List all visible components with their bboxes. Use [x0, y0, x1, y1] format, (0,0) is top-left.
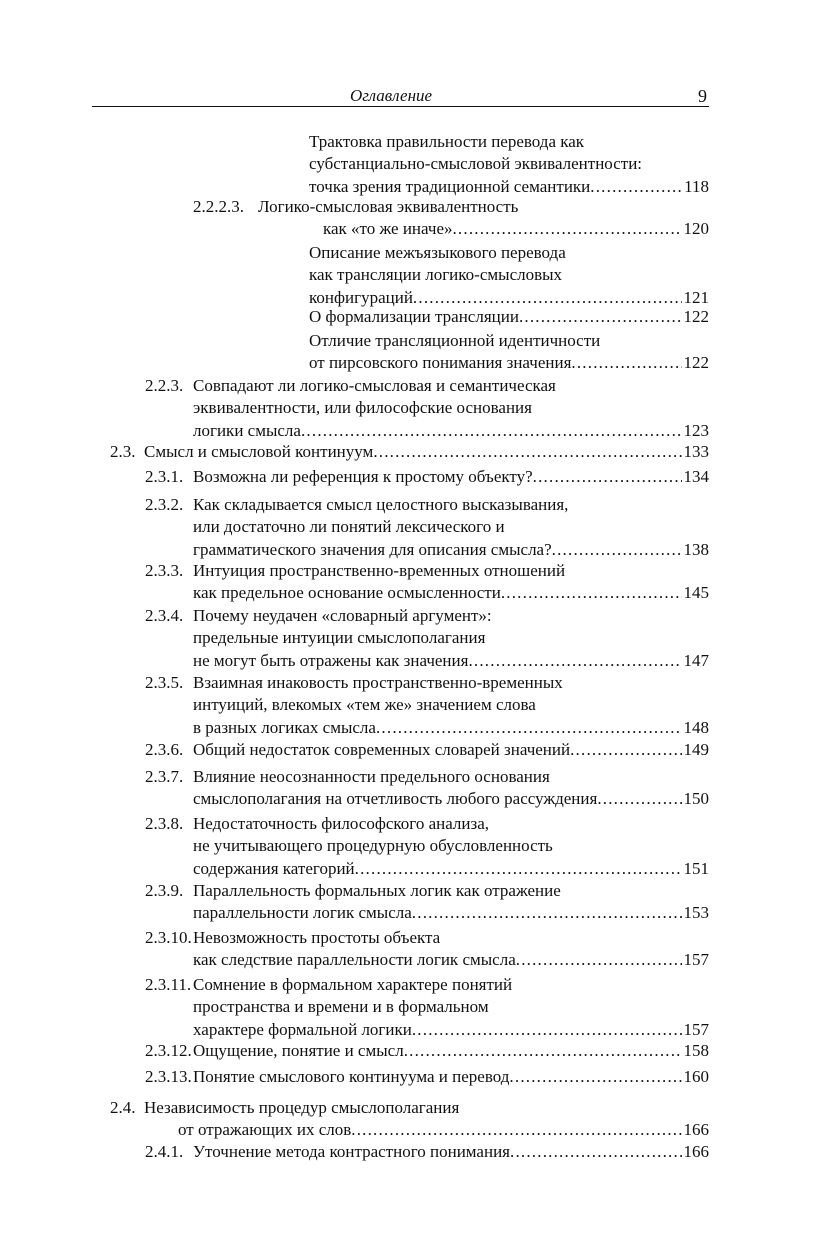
toc-entry — [145, 1066, 709, 1088]
toc-entry-text: смыслополагания на отчетливость любого рассуждения — [193, 789, 598, 809]
toc-entry-text: в разных логиках смысла — [193, 717, 376, 737]
toc-entry-last-line — [309, 306, 709, 328]
toc-entry-text: от отражающих их слов — [178, 1120, 352, 1140]
toc-entry — [309, 330, 709, 375]
toc-entry-page: 157 — [683, 950, 709, 970]
dot-leader — [412, 902, 682, 924]
toc-entry-text: Невозможность простоты объекта — [193, 928, 441, 947]
dot-leader — [404, 1040, 682, 1062]
toc-entry-number: 2.3.13. — [145, 1067, 192, 1086]
toc-entry-text: Понятие смыслового континуума и перевод — [193, 1067, 510, 1086]
toc-entry-number: 2.3.4. — [145, 606, 184, 625]
dot-leader — [468, 650, 681, 672]
toc-entry — [309, 242, 709, 309]
dot-leader — [412, 1019, 682, 1041]
toc-entry-last-line — [193, 717, 709, 739]
toc-entry — [145, 766, 709, 811]
toc-entry — [145, 1141, 709, 1163]
toc-entry-text: Уточнение метода контрастного понимания — [193, 1142, 510, 1161]
dot-leader — [509, 1066, 681, 1088]
toc-entry-text: Сомнение в формальном характере понятий — [193, 975, 513, 994]
toc-entry-text: от пирсовского понимания значения — [309, 353, 572, 373]
toc-entry-text: Возможна ли референция к простому объекту? — [193, 467, 533, 486]
toc-entry — [145, 560, 709, 605]
toc-entry-page: 166 — [683, 1120, 709, 1140]
toc-entry-page: 147 — [683, 650, 709, 670]
toc-entry-text: грамматического значения для описания смысла? — [193, 539, 552, 559]
toc-entry — [309, 306, 709, 328]
dot-leader — [510, 1141, 682, 1163]
toc-entry — [145, 974, 709, 1041]
toc-entry-number: 2.4.1. — [145, 1142, 184, 1161]
toc-entry-number: 2.4. — [110, 1098, 136, 1117]
toc-entry-last-line — [193, 858, 709, 880]
toc-entry-number: 2.3.9. — [145, 881, 184, 900]
toc-entry-text: Ощущение, понятие и смысл — [193, 1041, 404, 1060]
toc-entry-number: 2.2.2.3. — [193, 197, 244, 216]
toc-entry-page: 121 — [683, 287, 709, 307]
toc-entry-page: 160 — [683, 1067, 709, 1086]
toc-entry — [110, 1097, 709, 1142]
toc-entry-text: Логико-смысловая эквивалентность — [258, 197, 519, 216]
toc-entry-last-line — [193, 1066, 709, 1088]
toc-entry-text: как следствие параллельности логик смысла — [193, 950, 516, 970]
toc-entry-text: содержания категорий — [193, 858, 355, 878]
dot-leader — [452, 218, 681, 240]
toc-entry-page: 158 — [683, 1041, 709, 1060]
dot-leader — [301, 420, 682, 442]
toc-entry-text: Смысл и смысловой континуум — [144, 442, 374, 461]
dot-leader — [501, 582, 682, 604]
dot-leader — [355, 858, 682, 880]
dot-leader — [373, 441, 681, 463]
toc-entry-page: 123 — [683, 420, 709, 440]
dot-leader — [533, 466, 682, 488]
dot-leader — [552, 539, 682, 561]
toc-entry-text: Почему неудачен «словарный аргумент»: — [193, 606, 492, 625]
toc-entry — [145, 494, 709, 561]
toc-entry-last-line — [193, 1040, 709, 1062]
toc-entry-text: Описание межъязыкового перевода — [309, 243, 566, 262]
toc-entry-text: эквивалентности, или философские основания — [193, 398, 532, 418]
dot-leader — [597, 788, 681, 810]
toc-entry-page: 134 — [683, 467, 709, 486]
dot-leader — [571, 352, 681, 374]
toc-entry-text: не могут быть отражены как значения — [193, 650, 469, 670]
toc-entry-last-line — [178, 1119, 709, 1141]
toc-entry-last-line — [309, 352, 709, 374]
toc-entry-text: параллельности логик смысла — [193, 903, 412, 923]
toc-entry-text: интуиций, влекомых «тем же» значением слова — [193, 695, 536, 715]
toc-entry-last-line — [193, 788, 709, 810]
toc-entry-text: Общий недостаток современных словарей значений — [193, 740, 571, 759]
toc-entry-text: Как складывается смысл целостного высказывания, — [193, 495, 569, 514]
toc-entry-text: как трансляции логико-смысловых — [309, 265, 563, 285]
toc-entry-number: 2.3.5. — [145, 673, 184, 692]
toc-entry-number: 2.3.10. — [145, 928, 192, 947]
toc-entry-page: 150 — [683, 789, 709, 809]
dot-leader — [570, 739, 681, 761]
toc-entry-number: 2.3.8. — [145, 814, 184, 833]
toc-entry-last-line — [309, 176, 709, 198]
toc-entry-number: 2.2.3. — [145, 376, 184, 395]
toc-entry-text: Влияние неосознанности предельного основания — [193, 767, 550, 786]
toc-entry — [145, 739, 709, 761]
toc-entry-number: 2.3.6. — [145, 740, 184, 759]
toc-entry-text: логики смысла — [193, 420, 301, 440]
dot-leader — [519, 306, 682, 328]
toc-entry-last-line — [144, 441, 709, 463]
toc-entry-text: как предельное основание осмысленности — [193, 583, 501, 603]
toc-entry-last-line — [193, 739, 709, 761]
toc-entry-last-line — [193, 582, 709, 604]
toc-entry-last-line — [193, 420, 709, 442]
running-header-title: Оглавление — [350, 86, 433, 105]
toc-entry-last-line — [193, 1019, 709, 1041]
toc-entry-page: 122 — [683, 307, 709, 326]
toc-entry-text: Отличие трансляционной идентичности — [309, 331, 601, 350]
toc-entry-text: не учитывающего процедурную обусловленность — [193, 836, 553, 856]
toc-entry-page: 157 — [683, 1019, 709, 1039]
dot-leader — [516, 949, 682, 971]
toc-entry-page: 145 — [683, 583, 709, 603]
toc-entry-text: субстанциально-смысловой эквивалентности: — [309, 154, 643, 174]
toc-entry-last-line — [323, 218, 709, 240]
toc-entry-number: 2.3.1. — [145, 467, 184, 486]
toc-entry — [145, 880, 709, 925]
dot-leader — [376, 717, 682, 739]
toc-entry-last-line — [193, 949, 709, 971]
toc-entry-last-line — [193, 902, 709, 924]
toc-entry-text: Параллельность формальных логик как отражение — [193, 881, 561, 900]
toc-entry-page: 120 — [683, 219, 709, 239]
toc-entry — [145, 672, 709, 739]
toc-entry-text: или достаточно ли понятий лексического и — [193, 517, 505, 537]
toc-entry-page: 133 — [683, 442, 709, 461]
toc-entry — [110, 441, 709, 463]
toc-entry-number: 2.3.7. — [145, 767, 184, 786]
toc-entry-last-line — [193, 650, 709, 672]
toc-entry — [145, 605, 709, 672]
page-number: 9 — [698, 86, 707, 106]
toc-entry — [309, 131, 709, 198]
toc-entry-number: 2.3.12. — [145, 1041, 192, 1060]
toc-entry — [145, 1040, 709, 1062]
toc-entry-page: 166 — [683, 1142, 709, 1161]
toc-entry-text: Взаимная инаковость пространственно-временных — [193, 673, 563, 692]
toc-entry-text: точка зрения традиционной семантики — [309, 176, 591, 196]
toc-entry-last-line — [193, 1141, 709, 1163]
dot-leader — [590, 176, 682, 198]
toc-entry-page: 153 — [683, 903, 709, 923]
toc-entry-page: 149 — [683, 740, 709, 759]
toc-entry-page: 138 — [683, 539, 709, 559]
toc-entry-number: 2.3.3. — [145, 561, 184, 580]
toc-entry-text: характере формальной логики — [193, 1019, 412, 1039]
toc-entry-text: Недостаточность философского анализа, — [193, 814, 490, 833]
toc-entry — [145, 813, 709, 880]
toc-entry-text: конфигураций — [309, 287, 413, 307]
toc-entry-text: предельные интуиции смыслополагания — [193, 628, 486, 648]
toc-entry — [145, 375, 709, 442]
toc-entry-text: Независимость процедур смыслополагания — [144, 1098, 460, 1117]
toc-entry-number: 2.3. — [110, 442, 136, 461]
toc-entry-number: 2.3.11. — [145, 975, 192, 994]
toc-entry — [193, 196, 709, 241]
toc-entry-last-line — [193, 466, 709, 488]
toc-entry-number: 2.3.2. — [145, 495, 184, 514]
toc-entry-page: 151 — [683, 858, 709, 878]
toc-entry-text: Трактовка правильности перевода как — [309, 132, 585, 151]
dot-leader — [351, 1119, 681, 1141]
toc-entry-last-line — [193, 539, 709, 561]
toc-entry — [145, 466, 709, 488]
toc-entry — [145, 927, 709, 972]
toc-entry-text: Интуиция пространственно-временных отношений — [193, 561, 566, 580]
toc-entry-text: О формализации трансляции — [309, 307, 519, 326]
toc-entry-page: 122 — [683, 353, 709, 373]
toc-entry-page: 118 — [684, 176, 709, 196]
toc-entry-text: пространства и времени и в формальном — [193, 997, 489, 1017]
toc-entry-text: как «то же иначе» — [323, 219, 453, 239]
toc-entry-text: Совпадают ли логико-смысловая и семантическая — [193, 376, 556, 395]
toc-entry-page: 148 — [683, 717, 709, 737]
